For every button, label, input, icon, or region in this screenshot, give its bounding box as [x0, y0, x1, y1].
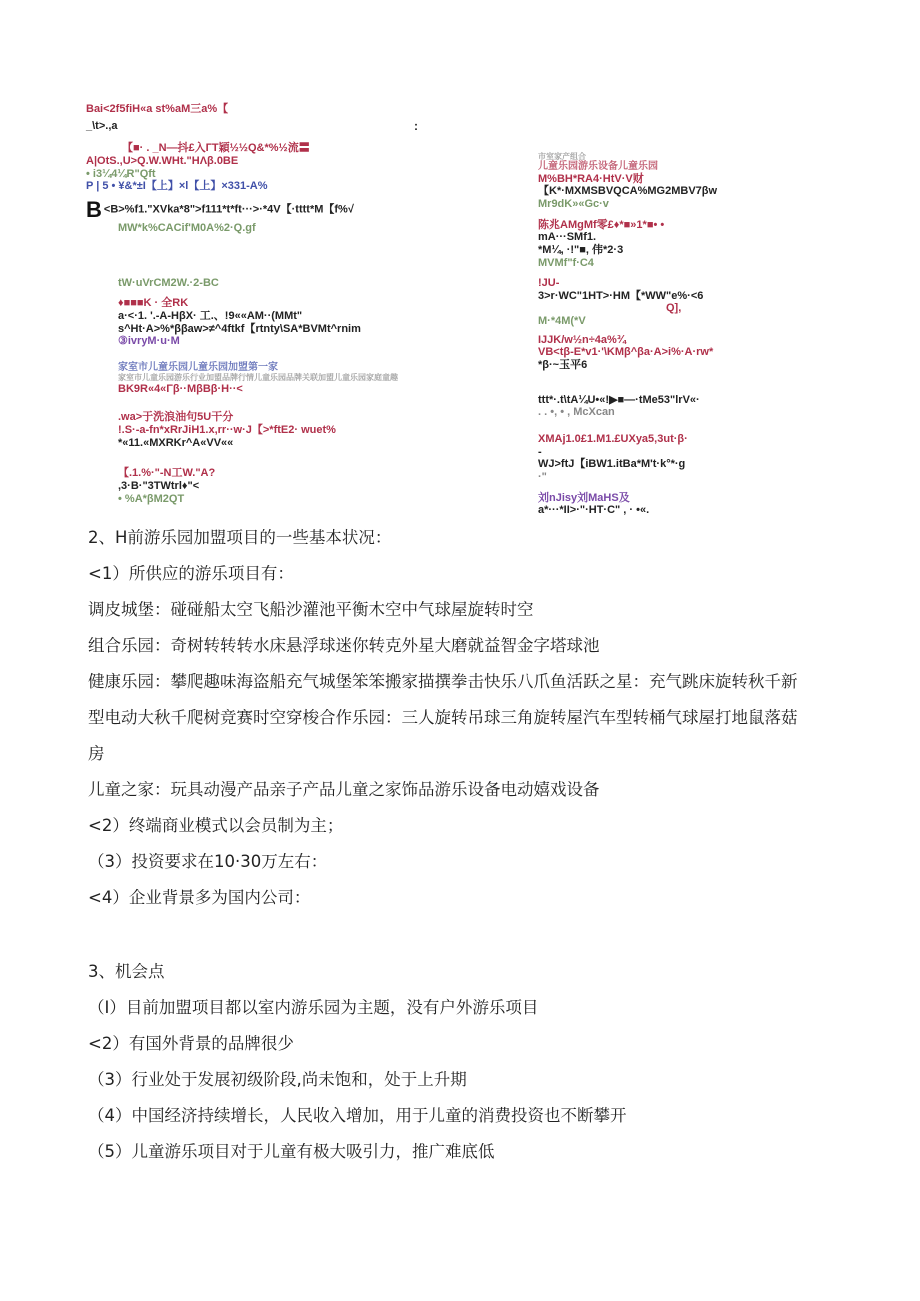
garbled-line: M%BH*RA4·HtV·V财 [538, 172, 644, 185]
section-3 [88, 954, 848, 1170]
section-2 [88, 520, 848, 916]
line-health-park-3: 房 [88, 744, 105, 763]
section-3-item-3: （3）行业处于发展初级阶段,尚未饱和，处于上升期 [88, 1070, 467, 1089]
garbled-line: WJ>ftJ【iBW1.itBa*M't·k°*·g [538, 458, 686, 471]
garbled-line: ·" [538, 470, 547, 483]
garbled-line: *«11.«MXRKr^A«VV«« [118, 436, 234, 449]
garbled-line: _\t>.,a [86, 119, 118, 132]
garbled-line: a·<·1. '.-A-HβX· 工.、!9««AM··(MMt" [118, 310, 303, 323]
garbled-line: mA···SMf1. [538, 231, 597, 244]
section-2-item-1: <1）所供应的游乐项目有： [88, 564, 294, 583]
garbled-line: 陈兆AMgMf零£♦*■»1*■• • [538, 218, 665, 231]
garbled-line: ♦■■■K · 全RK [118, 297, 189, 310]
garbled-line: *β·~玉平6 [538, 359, 588, 372]
garbled-line: ,3·B·"3TWtrl♦"< [118, 479, 200, 492]
garbled-line: ttt*·.t\tA¼U•«!▶■—·tMe53"lrV«· [538, 393, 700, 406]
garbled-line: a*···*II>·"·HT·C" , · •«. [538, 504, 650, 517]
garbled-text-block-left [86, 103, 446, 505]
garbled-line: BK9R«4«Γβ··MβBβ·H··< [118, 382, 243, 395]
section-3-item-1: （I）目前加盟项目都以室内游乐园为主题，没有户外游乐项目 [88, 998, 539, 1017]
garbled-line: M·*4M(*V [538, 315, 586, 328]
garbled-line-with-initial [86, 197, 446, 222]
garbled-line: IJJK/w½n÷4a%¾ [538, 333, 626, 346]
garbled-line: 市室家产组合 [538, 152, 586, 161]
garbled-line: A|OtS.,U>Q.W.WHt."HΛβ.0BE [86, 154, 239, 167]
section-2-title: 2、H前游乐园加盟项目的一些基本状况： [88, 528, 392, 547]
garbled-line: XMAj1.0£1.M1.£UXya5,3ut·β· [538, 432, 688, 445]
line-health-park-1: 健康乐园：攀爬趣味海盗船充气城堡笨笨搬家描撰拳击快乐八爪鱼活跃之星：充气跳床旋转秋千新 [88, 672, 798, 691]
garbled-line: <B>%f1."XVka*8">f111*t*ft···>·*4V【·tttt*M【f%√ [103, 203, 354, 216]
garbled-line: Bai<2f5fiH«a⁡ st%aM三a%【 [86, 103, 229, 115]
line-health-park-2: 型电动大秋千爬树竞赛时空穿梭合作乐园：三人旋转吊球三角旋转屋汽车型转桶气球屋打地鼠落菇 [88, 708, 798, 727]
garbled-line: - [538, 445, 542, 458]
large-letter-b: B [86, 196, 102, 222]
garbled-line: 儿童乐园游乐设备儿童乐园 [538, 161, 658, 173]
garbled-line: • i3¼4¼R"Qft [86, 167, 156, 180]
section-3-item-2: <2）有国外背景的品牌很少 [88, 1034, 294, 1053]
garbled-line: MW*k%CACif'M0A%2·Q.gf [118, 222, 256, 235]
garbled-line: . . •, • , McXcan [538, 406, 615, 419]
garbled-line: 家室市儿童乐园儿童乐园加盟第一家 [118, 361, 278, 373]
line-tiaopi-castle: 调皮城堡：碰碰船太空飞船沙灌池平衡木空中气球屋旋转时空 [88, 600, 534, 619]
garbled-line: *M¼, ·!"■, 伟*2·3 [538, 243, 624, 256]
garbled-line: • %A*βM2QT [118, 492, 185, 505]
garbled-line: 家室市儿童乐园游乐行业加盟品牌行情儿童乐园品牌关联加盟儿童乐园家庭童趣 [118, 373, 398, 383]
garbled-line: P | 5 • ¥&*±I【上】×l【上】×331-A% [86, 180, 268, 193]
garbled-line: 【.1.%·"-N工W."A? [118, 467, 216, 480]
garbled-line: Mr9dK»«Gc·v [538, 197, 609, 210]
garbled-line: 3>r·WC"1HT>·HM【*WW"e%·<6 [538, 289, 704, 302]
garbled-line: VB<tβ-E*v1·'\KMβ^βa·A>i%·A·rw* [538, 346, 714, 359]
section-3-title: 3、机会点 [88, 962, 165, 981]
garbled-line: .wa>于洗浪油句5U干分 [118, 411, 234, 424]
garbled-line: 【■· . _N—抖£入ГТ穎½½Q&*%½流〓 [122, 142, 310, 155]
line-combo-park: 组合乐园：奇树转转转水床悬浮球迷你转克外星大磨就益智金字塔球池 [88, 636, 600, 655]
garbled-line: !.S·-a-fn*xRrJiH1.x,rr··w·J【>*ftE2· wuet% [118, 423, 336, 436]
garbled-line: 【K*·MXMSBVQCA%MG2MBV7βw [538, 185, 718, 198]
section-3-item-5: （5）儿童游乐项目对于儿童有极大吸引力，推广难底低 [88, 1142, 495, 1161]
section-2-item-4: <4）企业背景多为国内公司： [88, 888, 311, 907]
garbled-line: Q], [666, 302, 682, 315]
garbled-line: s^Ht·A>%*ββaw>≠^4ftkf【rtnty\SA*BVMt^rnim [118, 322, 361, 335]
line-kids-home: 儿童之家：玩具动漫产品亲子产品儿童之家饰品游乐设备电动嬉戏设备 [88, 780, 600, 799]
section-3-item-4: （4）中国经济持续增长，人民收入增加，用于儿童的消费投资也不断攀开 [88, 1106, 627, 1125]
garbled-text-block-right [538, 152, 718, 517]
garbled-line: !JU- [538, 277, 560, 290]
garbled-line: ③ivryM·u·M [118, 335, 180, 348]
stray-colon: : [414, 119, 418, 133]
garbled-line: 刘nJisy刘MaHS及 [538, 491, 630, 504]
section-2-item-3: （3）投资要求在10·30万左右： [88, 852, 328, 871]
garbled-line: MVMf"f·C4 [538, 256, 594, 269]
section-2-item-2: <2）终端商业模式以会员制为主； [88, 816, 344, 835]
garbled-line: tW·uVrCM2W.·2-BC [118, 276, 219, 289]
